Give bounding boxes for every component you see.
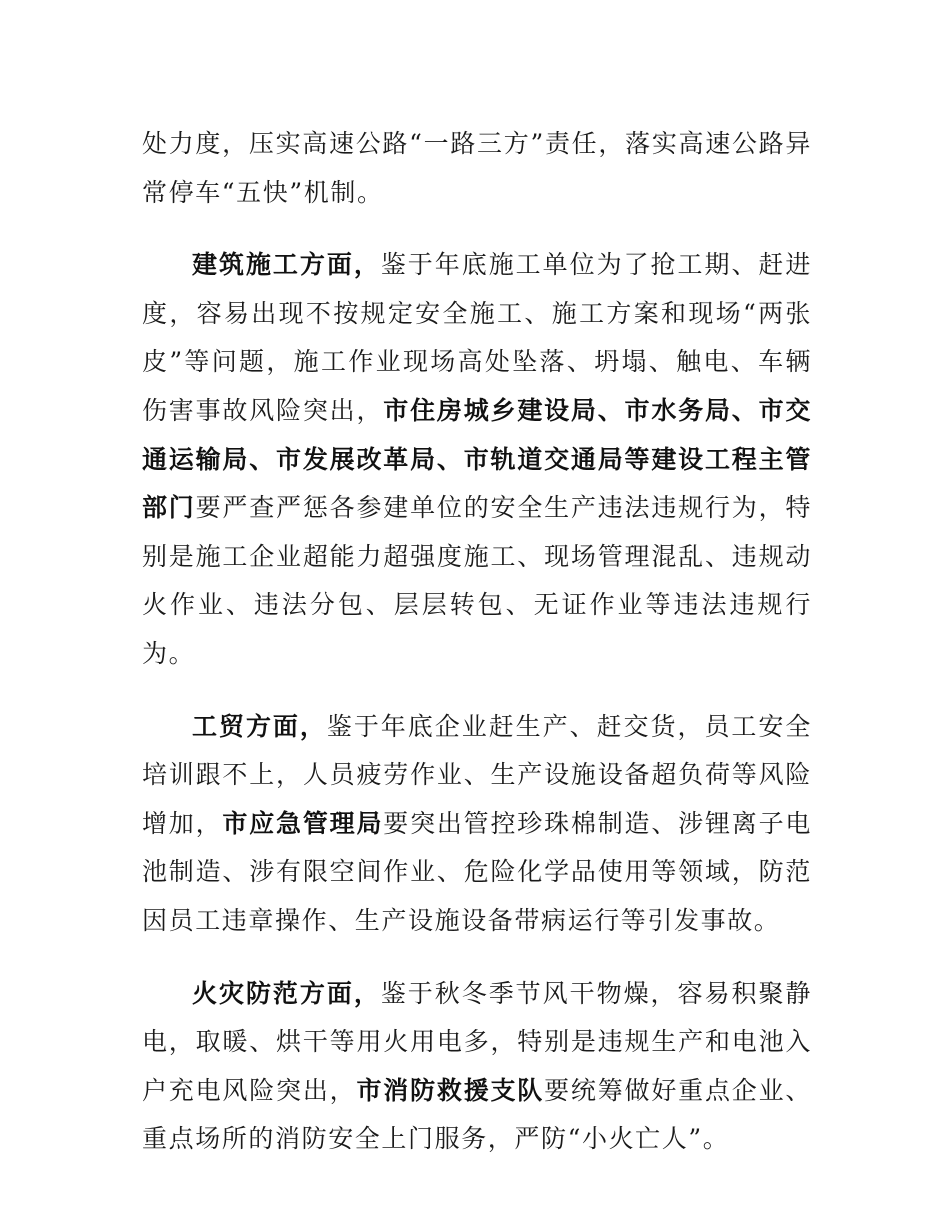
paragraph-highway-continuation	[142, 120, 812, 217]
text-segment: 鉴于年底企业赶生产、赶交货，员工安全培训跟不上，人员疲劳作业、生产设施设备超负荷等风险增加，	[142, 711, 812, 838]
responsible-departments-fire-prevention: 市消防救援支队	[356, 1075, 545, 1105]
paragraph-industry-trade	[142, 703, 812, 946]
text-segment: 要严查严惩各参建单位的安全生产违法违规行为，特别是施工企业超能力超强度施工、现场管理混乱、违规动火作业、违法分包、层层转包、无证作业等违法违规行为。	[142, 493, 812, 668]
text-segment: 鉴于秋冬季节风干物燥，容易积聚静电，取暖、烘干等用火用电多，特别是违规生产和电池入户充电风险突出，	[142, 978, 812, 1105]
document-body	[142, 120, 812, 1188]
section-heading-construction: 建筑施工方面，	[192, 250, 381, 280]
section-heading-fire-prevention: 火灾防范方面，	[192, 978, 381, 1008]
text-segment: 要统筹做好重点企业、重点场所的消防安全上门服务，严防“小火亡人”。	[142, 1075, 812, 1154]
responsible-departments-industry-trade: 市应急管理局	[222, 808, 384, 838]
paragraph-construction	[142, 241, 812, 678]
text-segment: 要突出管控珍珠棉制造、涉锂离子电池制造、涉有限空间作业、危险化学品使用等领域，防范因员工违章操作、生产设施设备带病运行等引发事故。	[142, 808, 812, 935]
section-heading-industry-trade: 工贸方面，	[192, 711, 327, 741]
paragraph-fire-prevention	[142, 970, 812, 1164]
text-segment: 处力度，压实高速公路“一路三方”责任，落实高速公路异常停车“五快”机制。	[142, 129, 812, 207]
responsible-departments-construction: 市住房城乡建设局、市水务局、市交通运输局、市发展改革局、市轨道交通局等建设工程主管部门	[142, 395, 812, 523]
text-segment: 鉴于年底施工单位为了抢工期、赶进度，容易出现不按规定安全施工、施工方案和现场“两张皮”等问题，施工作业现场高处坠落、坍塌、触电、车辆伤害事故风险突出，	[142, 250, 812, 425]
